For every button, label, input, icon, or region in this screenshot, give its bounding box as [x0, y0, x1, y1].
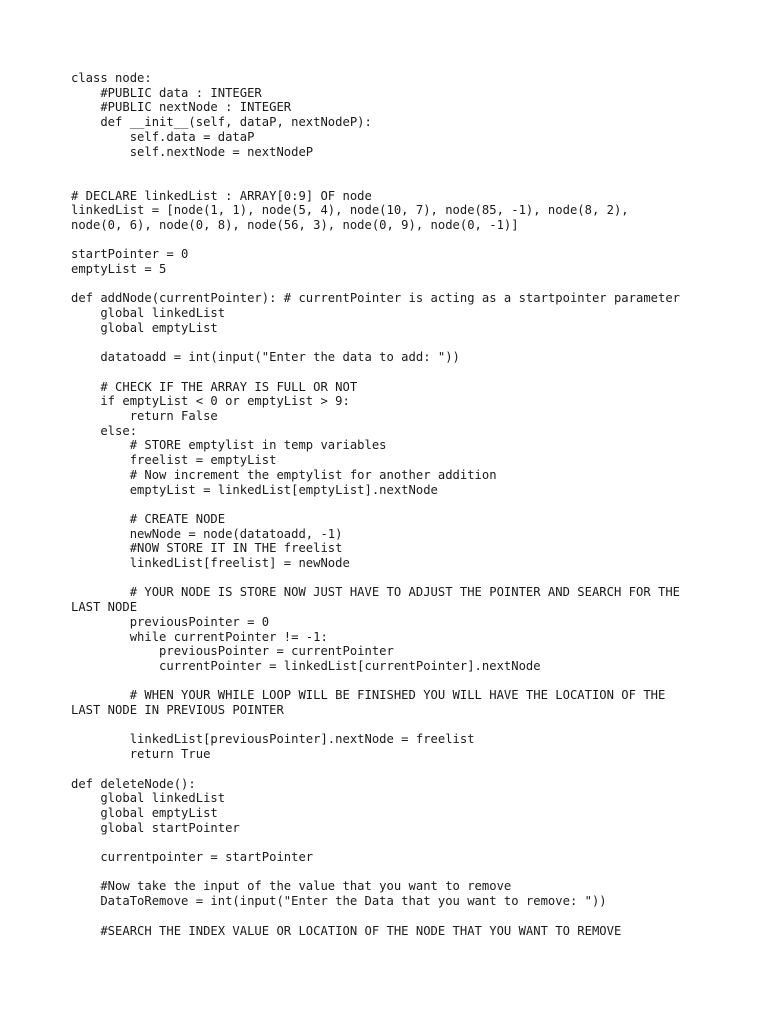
- code-line: self.nextNode = nextNodeP: [71, 144, 314, 159]
- code-line: previousPointer = currentPointer: [71, 644, 394, 659]
- code-line: while currentPointer != -1:: [71, 629, 328, 644]
- blank-line: [71, 909, 711, 924]
- code-line: class node:: [71, 71, 152, 85]
- code-line: return True: [71, 747, 211, 762]
- code-line: #PUBLIC nextNode : INTEGER: [71, 100, 292, 115]
- code-line: def addNode(currentPointer): # currentPointer is acting as a startpointer parameter: [71, 291, 681, 306]
- code-line: # CREATE NODE: [71, 511, 226, 526]
- code-line: #Now take the input of the value that you want to remove: [71, 879, 512, 894]
- blank-line: [71, 718, 711, 733]
- code-line: startPointer = 0: [71, 247, 189, 262]
- code-line: linkedList[previousPointer].nextNode = freelist: [71, 732, 475, 747]
- code-line: global linkedList: [71, 306, 226, 321]
- code-line: node(0, 6), node(0, 8), node(56, 3), node(0, 9), node(0, -1)]: [71, 218, 519, 232]
- code-line: DataToRemove = int(input("Enter the Data that you want to remove: ")): [71, 894, 607, 909]
- blank-line: [71, 159, 711, 174]
- code-line: emptyList = 5: [71, 262, 167, 277]
- code-line: else:: [71, 423, 138, 438]
- code-line: # CHECK IF THE ARRAY IS FULL OR NOT: [71, 379, 358, 394]
- code-line: return False: [71, 409, 218, 424]
- code-line: currentPointer = linkedList[currentPointer].nextNode: [71, 659, 541, 673]
- code-line: LAST NODE IN PREVIOUS POINTER: [71, 703, 284, 718]
- blank-line: [71, 233, 711, 248]
- blank-line: [71, 835, 711, 850]
- code-line: # Now increment the emptylist for another addition: [71, 467, 497, 482]
- blank-line: [71, 762, 711, 777]
- code-line: currentpointer = startPointer: [71, 850, 314, 865]
- code-line: linkedList = [node(1, 1), node(5, 4), node(10, 7), node(85, -1), node(8, 2),: [71, 203, 629, 218]
- code-line: # YOUR NODE IS STORE NOW JUST HAVE TO ADJUST THE POINTER AND SEARCH FOR THE: [71, 585, 681, 600]
- code-line: emptyList = linkedList[emptyList].nextNode: [71, 482, 438, 497]
- blank-line: [71, 674, 711, 689]
- code-line: def deleteNode():: [71, 776, 196, 791]
- code-line: # DECLARE linkedList : ARRAY[0:9] OF node: [71, 188, 372, 203]
- blank-line: [71, 571, 711, 586]
- blank-line: [71, 277, 711, 292]
- code-line: linkedList[freelist] = newNode: [71, 556, 350, 571]
- code-line: self.data = dataP: [71, 129, 255, 144]
- code-line: #SEARCH THE INDEX VALUE OR LOCATION OF THE NODE THAT YOU WANT TO REMOVE: [71, 923, 622, 938]
- code-line: def __init__(self, dataP, nextNodeP):: [71, 115, 372, 130]
- code-line: if emptyList < 0 or emptyList > 9:: [71, 394, 350, 409]
- code-block: [71, 71, 711, 938]
- code-line: # STORE emptylist in temp variables: [71, 438, 387, 453]
- blank-line: [71, 497, 711, 512]
- code-line: global startPointer: [71, 820, 240, 835]
- blank-line: [71, 174, 711, 189]
- code-line: datatoadd = int(input("Enter the data to add: ")): [71, 350, 460, 365]
- code-line: global linkedList: [71, 791, 226, 806]
- code-line: global emptyList: [71, 805, 218, 820]
- code-line: newNode = node(datatoadd, -1): [71, 526, 343, 541]
- code-line: #PUBLIC data : INTEGER: [71, 85, 262, 100]
- code-line: global emptyList: [71, 320, 218, 335]
- code-line: # WHEN YOUR WHILE LOOP WILL BE FINISHED YOU WILL HAVE THE LOCATION OF THE: [71, 688, 666, 703]
- code-line: LAST NODE: [71, 600, 138, 615]
- blank-line: [71, 336, 711, 351]
- code-line: previousPointer = 0: [71, 614, 270, 629]
- code-line: #NOW STORE IT IN THE freelist: [71, 541, 343, 556]
- code-line: freelist = emptyList: [71, 453, 277, 468]
- blank-line: [71, 865, 711, 880]
- blank-line: [71, 365, 711, 380]
